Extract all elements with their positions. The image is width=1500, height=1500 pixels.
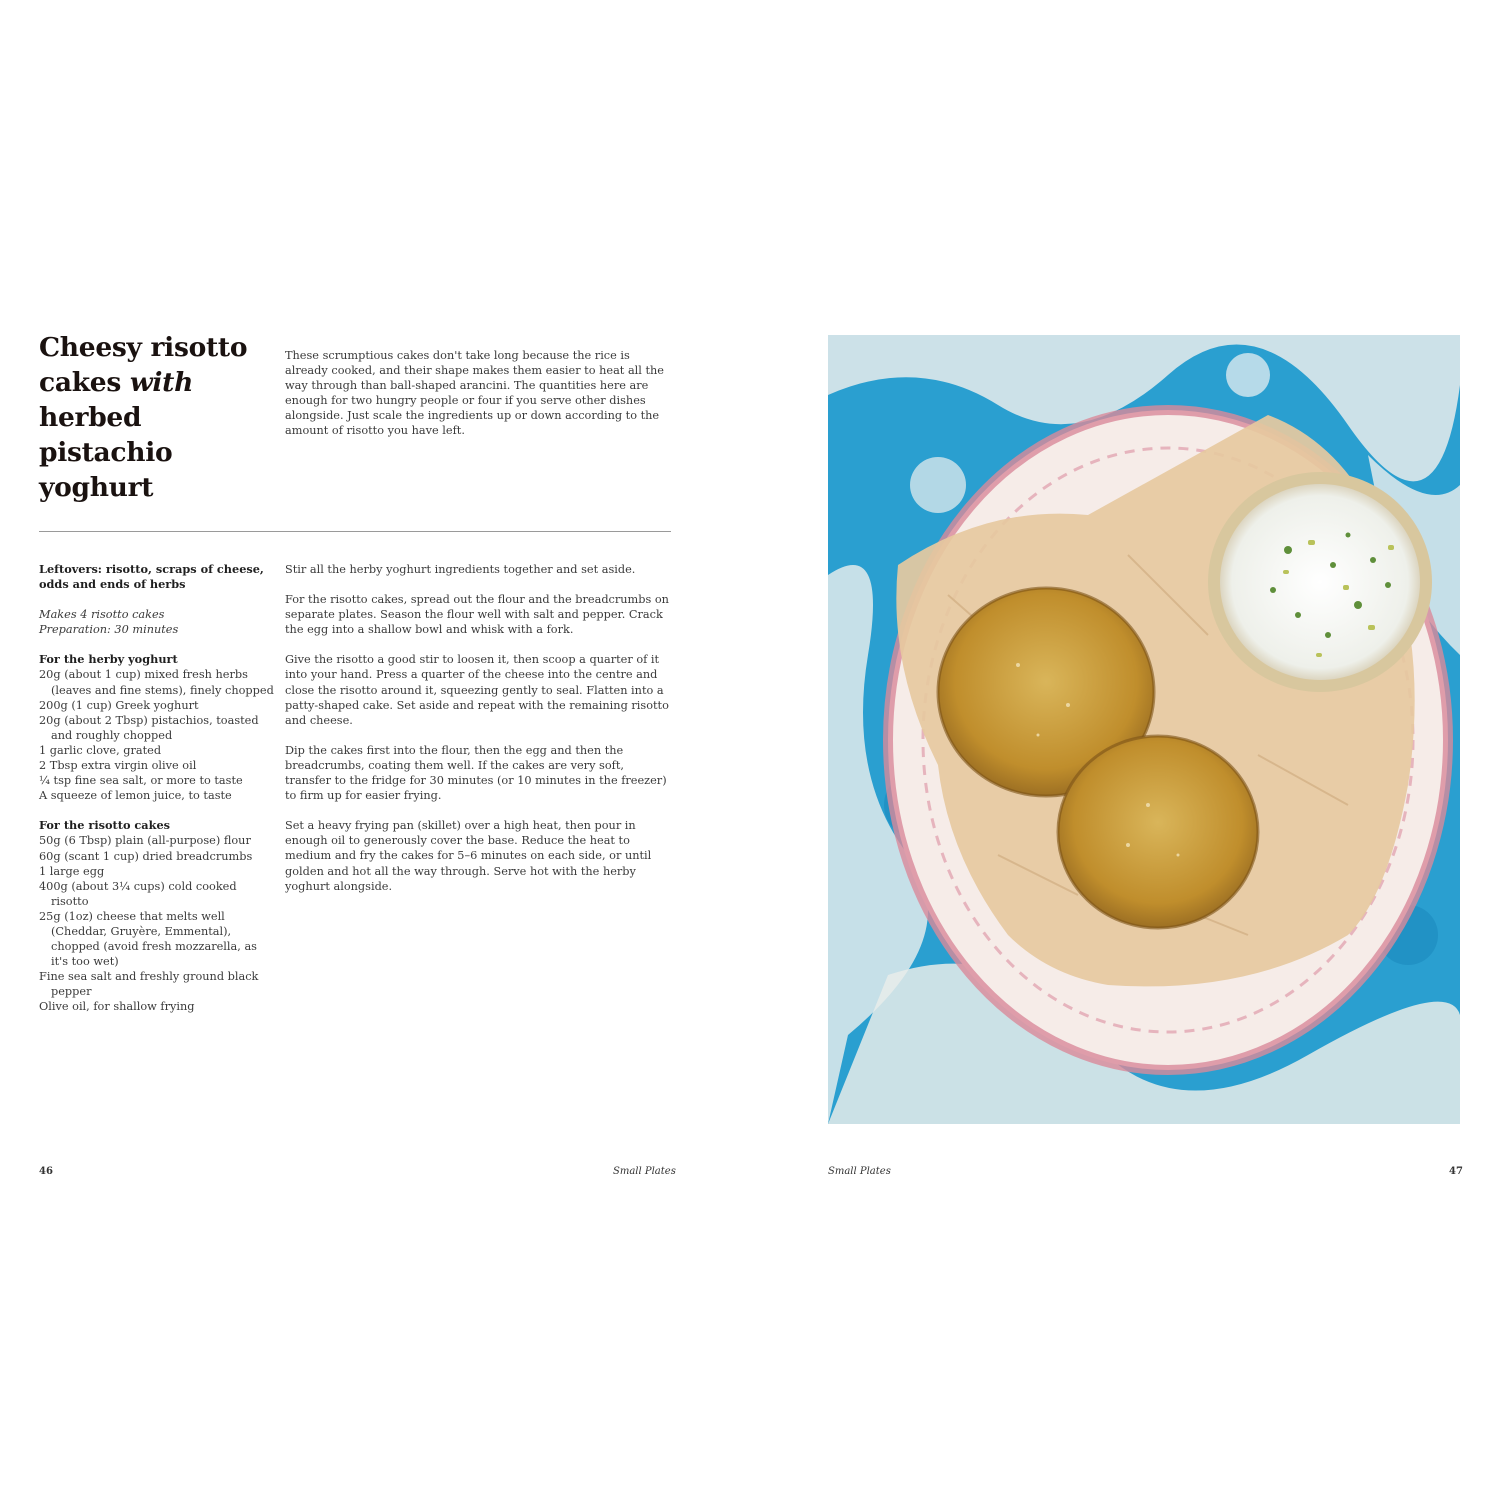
recipe-intro: These scrumptious cakes don't take long because the rice is already cooked, and their shape makes them easier to heat all the way through than ball-shaped arancini. The quantities here are enough for two hungry people or four if you serve other dishes alongside. Just scale the ingredients up or down according to the amount of risotto you have left.	[285, 349, 664, 438]
leftovers-note: Leftovers: risotto, scraps of cheese, odds and ends of herbs	[39, 562, 264, 592]
right-section-name: Small Plates	[828, 1166, 891, 1177]
method-step: Give the risotto a good stir to loosen it, then scoop a quarter of it into your hand. Press a quarter of the cheese into the centre and close the risotto around it, squeezing gently to seal. Flatten into a patty-shaped cake. Set aside and repeat with the remaining risotto and cheese.	[285, 653, 669, 727]
title-part1: Cheesy risotto cakes	[39, 332, 248, 398]
ingredients-column	[39, 562, 274, 1015]
left-section-name: Small Plates	[613, 1166, 676, 1177]
ingredient-item: 20g (about 2 Tbsp) pistachios, toasted and roughly chopped	[39, 713, 259, 742]
title-with: with	[129, 367, 194, 398]
recipe-title	[39, 330, 279, 505]
method-step: Stir all the herby yoghurt ingredients together and set aside.	[285, 563, 636, 576]
ingredient-item: Fine sea salt and freshly ground black pepper	[39, 970, 259, 999]
method-step: Dip the cakes first into the flour, then the egg and then the breadcrumbs, coating them well. If the cakes are very soft, transfer to the fridge for 30 minutes (or 10 minutes in the freezer) to firm up for easier frying.	[285, 743, 667, 803]
ingredient-item: 1 large egg	[39, 864, 105, 878]
method-step: Set a heavy frying pan (skillet) over a high heat, then pour in enough oil to generously cover the base. Reduce the heat to medium and fry the cakes for 5–6 minutes on each side, or until golden and hot all the way through. Serve hot with the herby yoghurt alongside.	[285, 819, 652, 893]
section-divider	[39, 531, 671, 532]
title-part2: herbed pistachio yoghurt	[39, 402, 173, 503]
ingredient-item: 1 garlic clove, grated	[39, 743, 162, 757]
ingredient-item: 60g (scant 1 cup) dried breadcrumbs	[39, 849, 253, 863]
preparation-note: Preparation: 30 minutes	[39, 623, 179, 637]
ingredient-item: 200g (1 cup) Greek yoghurt	[39, 698, 199, 712]
ingredient-item: 25g (1oz) cheese that melts well (Cheddar, Gruyère, Emmental), chopped (avoid fresh mozzarella, as it's too wet)	[39, 909, 257, 969]
yoghurt-heading: For the herby yoghurt	[39, 652, 178, 667]
ingredient-item: 20g (about 1 cup) mixed fresh herbs (leaves and fine stems), finely chopped	[39, 668, 274, 697]
ingredient-item: 50g (6 Tbsp) plain (all-purpose) flour	[39, 834, 251, 848]
left-page-number: 46	[39, 1166, 53, 1177]
makes-note: Makes 4 risotto cakes	[39, 608, 165, 622]
ingredient-item: A squeeze of lemon juice, to taste	[39, 789, 232, 803]
herbed-yoghurt	[1220, 484, 1420, 680]
method-step: For the risotto cakes, spread out the flour and the breadcrumbs on separate plates. Season the flour well with salt and pepper. Crack the egg into a shallow bowl and whisk with a fork.	[285, 593, 669, 637]
method-column	[285, 562, 673, 909]
right-page-number: 47	[1449, 1166, 1463, 1177]
food-photo	[828, 335, 1460, 1124]
ingredient-item: 2 Tbsp extra virgin olive oil	[39, 759, 197, 773]
ingredient-item: ¼ tsp fine sea salt, or more to taste	[39, 774, 243, 788]
cakes-heading: For the risotto cakes	[39, 818, 170, 833]
ingredient-item: Olive oil, for shallow frying	[39, 1000, 195, 1014]
ingredient-item: 400g (about 3¼ cups) cold cooked risotto	[39, 879, 237, 908]
